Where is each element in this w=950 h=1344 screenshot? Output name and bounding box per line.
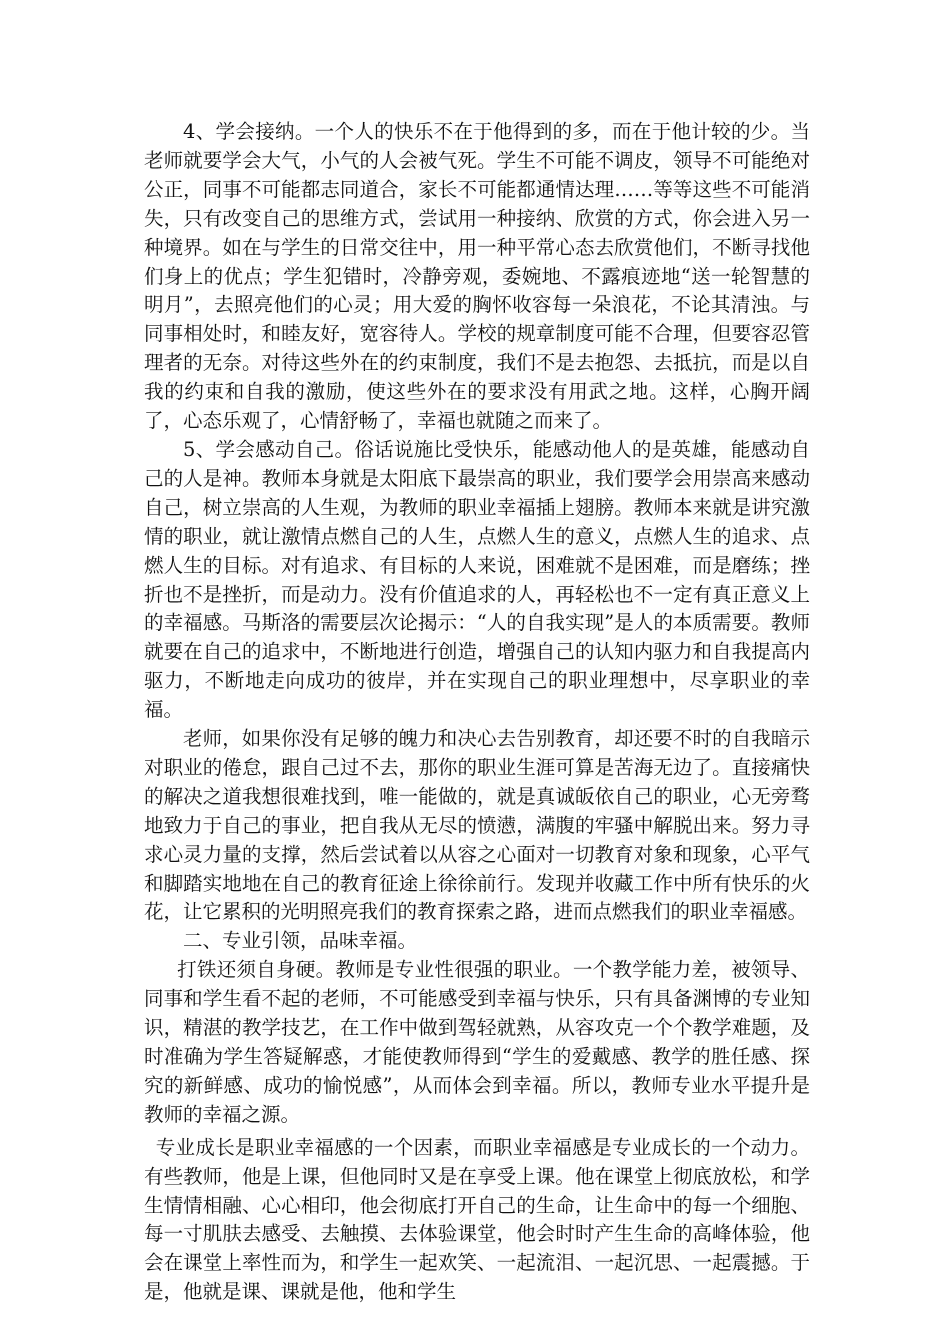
paragraph-professional-skill: 打铁还须自身硬。教师是专业性很强的职业。一个教学能力差，被领导、同事和学生看不起的老师，不可能感受到幸福与快乐，只有具备渊博的专业知识，精湛的教学技艺，在工作中做到驾轻就熟，从容攻克一个个教学难题，及时准确为学生答疑解惑，才能使教师得到“学生的爱戴感、教学的胜任感、探究的新鲜感、成功的愉悦感”，从而体会到幸福。所以，教师专业水平提升是教师的幸福之源。	[144, 958, 810, 1126]
document-page	[144, 118, 810, 1307]
paragraph-teacher-advice: 老师，如果你没有足够的魄力和决心去告别教育，却还要不时的自我暗示对职业的倦怠，跟自己过不去，那你的职业生涯可算是苦海无边了。直接痛快的解决之道我想很难找到，唯一能做的，就是真诚皈依自己的职业，心无旁骛地致力于自己的事业，把自我从无尽的愤懑，满腹的牢骚中解脱出来。努力寻求心灵力量的支撑，然后尝试着以从容之心面对一切教育对象和现象，心平气和脚踏实地地在自己的教育征途上徐徐前行。发现并收藏工作中所有快乐的火花，让它累积的光明照亮我们的教育探索之路，进而点燃我们的职业幸福感。	[144, 727, 810, 924]
paragraph-professional-growth: 专业成长是职业幸福感的一个因素，而职业幸福感是专业成长的一个动力。有些教师，他是上课，但他同时又是在享受上课。他在课堂上彻底放松，和学生情情相融、心心相印，他会彻底打开自己的生命，让生命中的每一个细胞、每一寸肌肤去感受、去触摸、去体验课堂，他会时时产生生命的高峰体验，他会在课堂上率性而为，和学生一起欢笑、一起流泪、一起沉思、一起震撼。于是，他就是课、课就是他，他和学生	[144, 1135, 810, 1304]
paragraph-move-yourself: 5、学会感动自己。俗话说施比受快乐，能感动他人的是英雄，能感动自己的人是神。教师本身就是太阳底下最崇高的职业，我们要学会用崇高来感动自己，树立崇高的人生观，为教师的职业幸福插上翅膀。教师本来就是讲究激情的职业，就让激情点燃自己的人生，点燃人生的意义，点燃人生的追求、点燃人生的目标。对有追求、有目标的人来说，困难就不是困难，而是磨练；挫折也不是挫折，而是动力。没有价值追求的人，再轻松也不一定有真正意义上的幸福感。马斯洛的需要层次论揭示：“人的自我实现”是人的本质需要。教师就要在自己的追求中，不断地进行创造，增强自己的认知内驱力和自我提高内驱力，不断地走向成功的彼岸，并在实现自己的职业理想中，尽享职业的幸福。	[144, 437, 810, 722]
paragraph-learn-acceptance: 4、学会接纳。一个人的快乐不在于他得到的多，而在于他计较的少。当老师就要学会大气，小气的人会被气死。学生不可能不调皮，领导不可能绝对公正，同事不可能都志同道合，家长不可能都通情达理……等等这些不可能消失，只有改变自己的思维方式，尝试用一种接纳、欣赏的方式，你会进入另一种境界。如在与学生的日常交往中，用一种平常心态去欣赏他们，不断寻找他们身上的优点；学生犯错时，冷静旁观，委婉地、不露痕迹地“送一轮智慧的明月”，去照亮他们的心灵；用大爱的胸怀收容每一朵浪花，不论其清浊。与同事相处时，和睦友好，宽容待人。学校的规章制度可能不合理，但要容忍管理者的无奈。对待这些外在的约束制度，我们不是去抱怨、去抵抗，而是以自我的约束和自我的激励，使这些外在的要求没有用武之地。这样，心胸开阔了，心态乐观了，心情舒畅了，幸福也就随之而来了。	[144, 120, 810, 433]
section-heading-professional-guidance: 二、专业引领，品味幸福。	[183, 929, 418, 953]
